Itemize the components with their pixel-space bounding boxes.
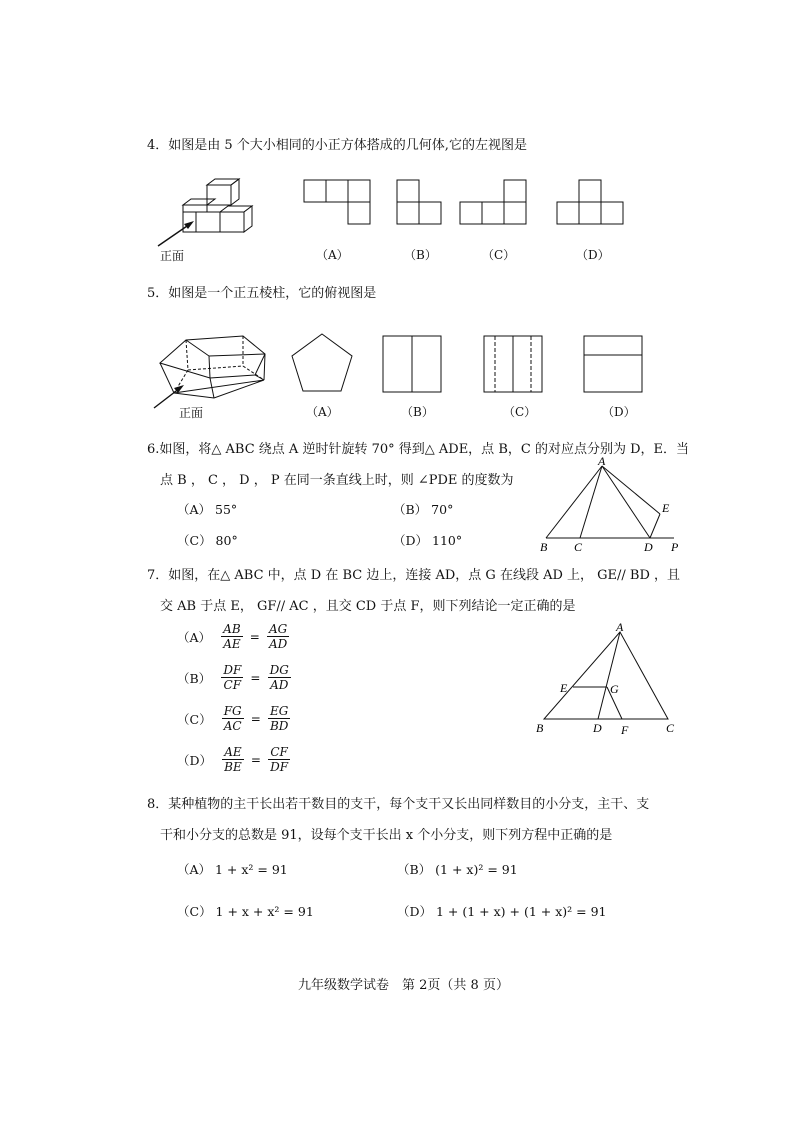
q8-option-c: （C） 1 + x + x² = 91: [177, 904, 314, 919]
q7-option-b: （B） $\frac{DF}{CF}$ = $\frac{DG}{AD}$: [177, 663, 289, 692]
q6-line-2: 点 B ， C ， D ， P 在同一条直线上时，则 ∠PDE 的度数为: [160, 473, 514, 488]
q5-option-b-figure: [382, 335, 444, 395]
q8-line-1: 8．某种植物的主干长出若干数目的支干，每个支干又长出同样数目的小分支，主干、支: [147, 797, 650, 812]
q6-label-p: P: [671, 540, 679, 554]
q6-option-d: （D） 110°: [393, 533, 463, 548]
q8-option-a: （A） 1 + x² = 91: [177, 862, 288, 877]
page-footer: 九年级数学试卷 第 2页（共 8 页）: [298, 978, 509, 993]
q7-option-a-label: （A）: [177, 629, 212, 645]
q6-label-c: C: [574, 540, 583, 554]
q7-option-a-fraction-1: $\frac{AB}{AE}$: [223, 622, 241, 651]
q5-option-c-figure: [483, 335, 545, 395]
q5-front-label: 正面: [179, 406, 204, 420]
q7-option-b-fraction-1: $\frac{DF}{CF}$: [223, 663, 242, 692]
q7-label-e: E: [560, 681, 568, 695]
q7-option-c-fraction-1: $\frac{FG}{AC}$: [223, 704, 242, 733]
q5-option-a-label: （A）: [306, 405, 339, 419]
q7-label-d: D: [593, 721, 602, 735]
q6-option-a: （A） 55°: [177, 502, 238, 517]
q7-label-a: A: [616, 620, 624, 634]
q4-option-c-figure: [459, 179, 529, 227]
q8-option-d: （D） 1 + (1 + x) + (1 + x)² = 91: [397, 904, 607, 919]
q8-option-b: （B） (1 + x)² = 91: [397, 862, 518, 877]
q7-option-c-label: （C）: [177, 711, 212, 727]
q7-option-b-label: （B）: [177, 670, 212, 686]
q7-option-a: （A） $\frac{AB}{AE}$ = $\frac{AG}{AD}$: [177, 622, 288, 651]
q5-option-b-label: （B）: [401, 405, 434, 419]
q7-label-c: C: [666, 721, 675, 735]
q5-stem: 5．如图是一个正五棱柱，它的俯视图是: [147, 286, 377, 301]
q7-label-b: B: [536, 721, 544, 735]
q7-option-d-label: （D）: [177, 752, 213, 768]
q6-option-b: （B） 70°: [393, 502, 454, 517]
q6-rotation-figure: [536, 456, 686, 556]
q4-option-d-label: （D）: [576, 248, 610, 262]
q7-label-g: G: [610, 682, 619, 696]
q7-option-a-fraction-2: $\frac{AG}{AD}$: [269, 622, 288, 651]
q4-option-a-label: （A）: [316, 248, 349, 262]
q7-option-c-fraction-2: $\frac{EG}{BD}$: [269, 704, 289, 733]
q6-option-c: （C） 80°: [177, 533, 238, 548]
q7-triangle-figure: [532, 618, 682, 738]
q4-option-b-label: （B）: [404, 248, 437, 262]
q4-front-label: 正面: [160, 249, 185, 263]
q4-stem: 4．如图是由 5 个大小相同的小正方体搭成的几何体,它的左视图是: [147, 138, 527, 153]
q5-option-a-pentagon: [289, 331, 355, 395]
q5-option-d-figure: [583, 335, 645, 395]
q8-line-2: 干和小分支的总数是 91，设每个支干长出 x 个小分支，则下列方程中正确的是: [160, 828, 613, 843]
q5-option-d-label: （D）: [602, 405, 636, 419]
q4-option-b-figure: [396, 179, 444, 227]
q5-prism-figure: [148, 326, 270, 410]
q5-option-c-label: （C）: [503, 405, 537, 419]
q7-label-f: F: [621, 723, 629, 737]
q7-option-d: （D） $\frac{AE}{BE}$ = $\frac{CF}{DF}$: [177, 745, 289, 774]
q6-label-d: D: [644, 540, 653, 554]
q4-option-a-figure: [303, 179, 373, 227]
q4-option-c-label: （C）: [482, 248, 516, 262]
q7-option-c: （C） $\frac{FG}{AC}$ = $\frac{EG}{BD}$: [177, 704, 289, 733]
q6-label-a: A: [598, 456, 606, 468]
q7-option-d-fraction-1: $\frac{AE}{BE}$: [224, 745, 242, 774]
q4-option-d-figure: [556, 179, 626, 227]
q7-option-d-fraction-2: $\frac{CF}{DF}$: [270, 745, 289, 774]
q7-line-1: 7．如图，在△ ABC 中，点 D 在 BC 边上，连接 AD，点 G 在线段 AD 上， GE// BD ，且: [147, 568, 681, 583]
q6-label-b: B: [540, 540, 548, 554]
q6-line-1: 6.如图，将△ ABC 绕点 A 逆时针旋转 70° 得到△ ADE，点 B，C 的对应点分别为 D，E．当: [147, 442, 689, 457]
q6-label-e: E: [662, 501, 670, 515]
q7-line-2: 交 AB 于点 E， GF// AC ，且交 CD 于点 F，则下列结论一定正确的是: [160, 599, 576, 614]
q7-option-b-fraction-2: $\frac{DG}{AD}$: [269, 663, 289, 692]
